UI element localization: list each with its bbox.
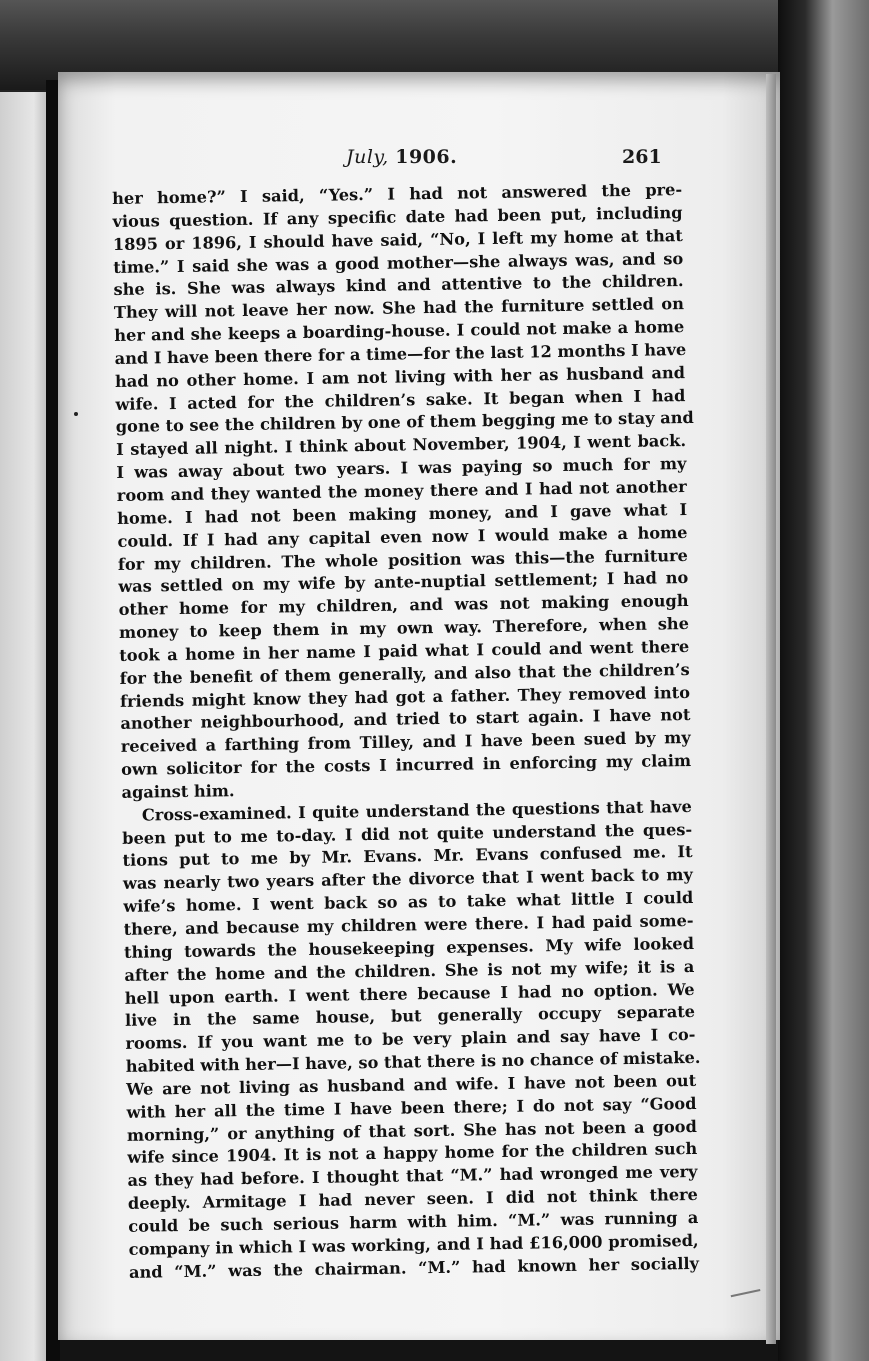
text-line: been put to me to-day. I did not quite understand the ques- (122, 819, 693, 848)
text-line: could. If I had any capital even now I would make a home (117, 522, 688, 551)
text-line: own solicitor for the costs I incurred in enforcing my claim (120, 751, 692, 780)
text-line: We are not living as husband and wife. I have not been out (126, 1070, 697, 1099)
text-line: time.” I said she was a good mother—she always was, and so (113, 248, 684, 277)
body-text (112, 179, 699, 1284)
running-head (346, 146, 457, 168)
text-line: her home?” I said, “Yes.” I had not answered the pre- (112, 180, 683, 208)
text-line: had no other home. I am not living with her as husband and (114, 362, 686, 391)
text-line: she is. She was always kind and attentive to the children. (113, 271, 684, 300)
text-line: I was away about two years. I was paying so much for my (116, 454, 687, 483)
page-header (110, 146, 680, 176)
text-line: Cross-examined. I quite understand the questions that have (141, 796, 692, 825)
text-line: another neighbourhood, and tried to start again. I have not (120, 705, 691, 734)
text-line: rooms. If you want me to be very plain and say have I co- (125, 1025, 696, 1054)
text-line: tions put to me by Mr. Evans. Mr. Evans confused me. It (122, 842, 693, 871)
text-line: home. I had not been making money, and I gave what I (117, 499, 688, 528)
text-line: I stayed all night. I think about November, 1904, I went back. (115, 431, 687, 460)
text-line: against him. (121, 781, 235, 802)
text-line: room and they wanted the money there and I had not another (116, 476, 687, 505)
text-line: for my children. The whole position was this—the furniture (117, 545, 688, 574)
page-edge-right (766, 74, 776, 1344)
text-line: hell upon earth. I went there because I had no option. We (124, 979, 695, 1008)
text-line: was nearly two years after the divorce that I went back to my (122, 865, 694, 894)
text-line: company in which I was working, and I had £16,000 promised, (128, 1230, 699, 1259)
text-line: took a home in her name I paid what I could and went there (119, 636, 690, 665)
text-line: her and she keeps a boarding-house. I could not make a home (114, 317, 685, 346)
text-line: for the benefit of them generally, and also that the children’s (119, 659, 690, 688)
text-line: received a farthing from Tilley, and I have been sued by my (120, 728, 691, 757)
text-line: after the home and the children. She is not my wife; it is a (124, 956, 695, 985)
text-line: live in the same house, but generally occupy separate (124, 1002, 696, 1031)
running-head-year: 1906. (395, 146, 458, 168)
page-number: 261 (622, 146, 662, 168)
text-line: and “M.” was the chairman. “M.” had known her socially (128, 1253, 700, 1282)
text-line: money to keep them in my own way. Therefore, when she (118, 614, 690, 642)
right-background (778, 0, 869, 1361)
text-line: could be such serious harm with him. “M.” was running a (128, 1207, 699, 1236)
margin-speck (74, 412, 78, 416)
text-line: thing towards the housekeeping expenses. My wife looked (123, 933, 695, 962)
text-line: friends might know they had got a father. They removed into (119, 682, 691, 711)
text-line: wife’s home. I went back so as to take what little I could (123, 888, 694, 917)
text-line: 1895 or 1896, I should have said, “No, I left my home at that (112, 225, 683, 254)
text-line: and I have been there for a time—for the last 12 months I have (114, 339, 687, 368)
text-line: was settled on my wife by ante-nuptial settlement; I had no (118, 568, 689, 597)
text-line: wife. I acted for the children’s sake. It began when I had (115, 385, 686, 414)
left-page-edge (0, 92, 48, 1361)
text-line: gone to see the children by one of them begging me to stay and (115, 408, 694, 437)
text-line: morning,” or anything of that sort. She has not been a good (126, 1116, 697, 1145)
text-line: deeply. Armitage I had never seen. I did not think there (127, 1185, 699, 1213)
text-line: other home for my children, and was not making enough (118, 591, 689, 620)
running-head-month: July, (346, 146, 389, 168)
text-line: vious question. If any specific date had been put, including (112, 202, 683, 231)
text-line: as they had before. I thought that “M.” had wronged me very (127, 1162, 698, 1191)
text-line: wife since 1904. It is not a happy home for the children such (127, 1139, 698, 1168)
text-line: habited with her—I have, so that there is no chance of mistake. (125, 1047, 701, 1076)
text-line: They will not leave her now. She had the furniture settled on (113, 294, 685, 323)
text-line: with her all the time I have been there; I do not say “Good (126, 1093, 697, 1122)
text-line: there, and because my children were there. I had paid some- (123, 910, 694, 939)
